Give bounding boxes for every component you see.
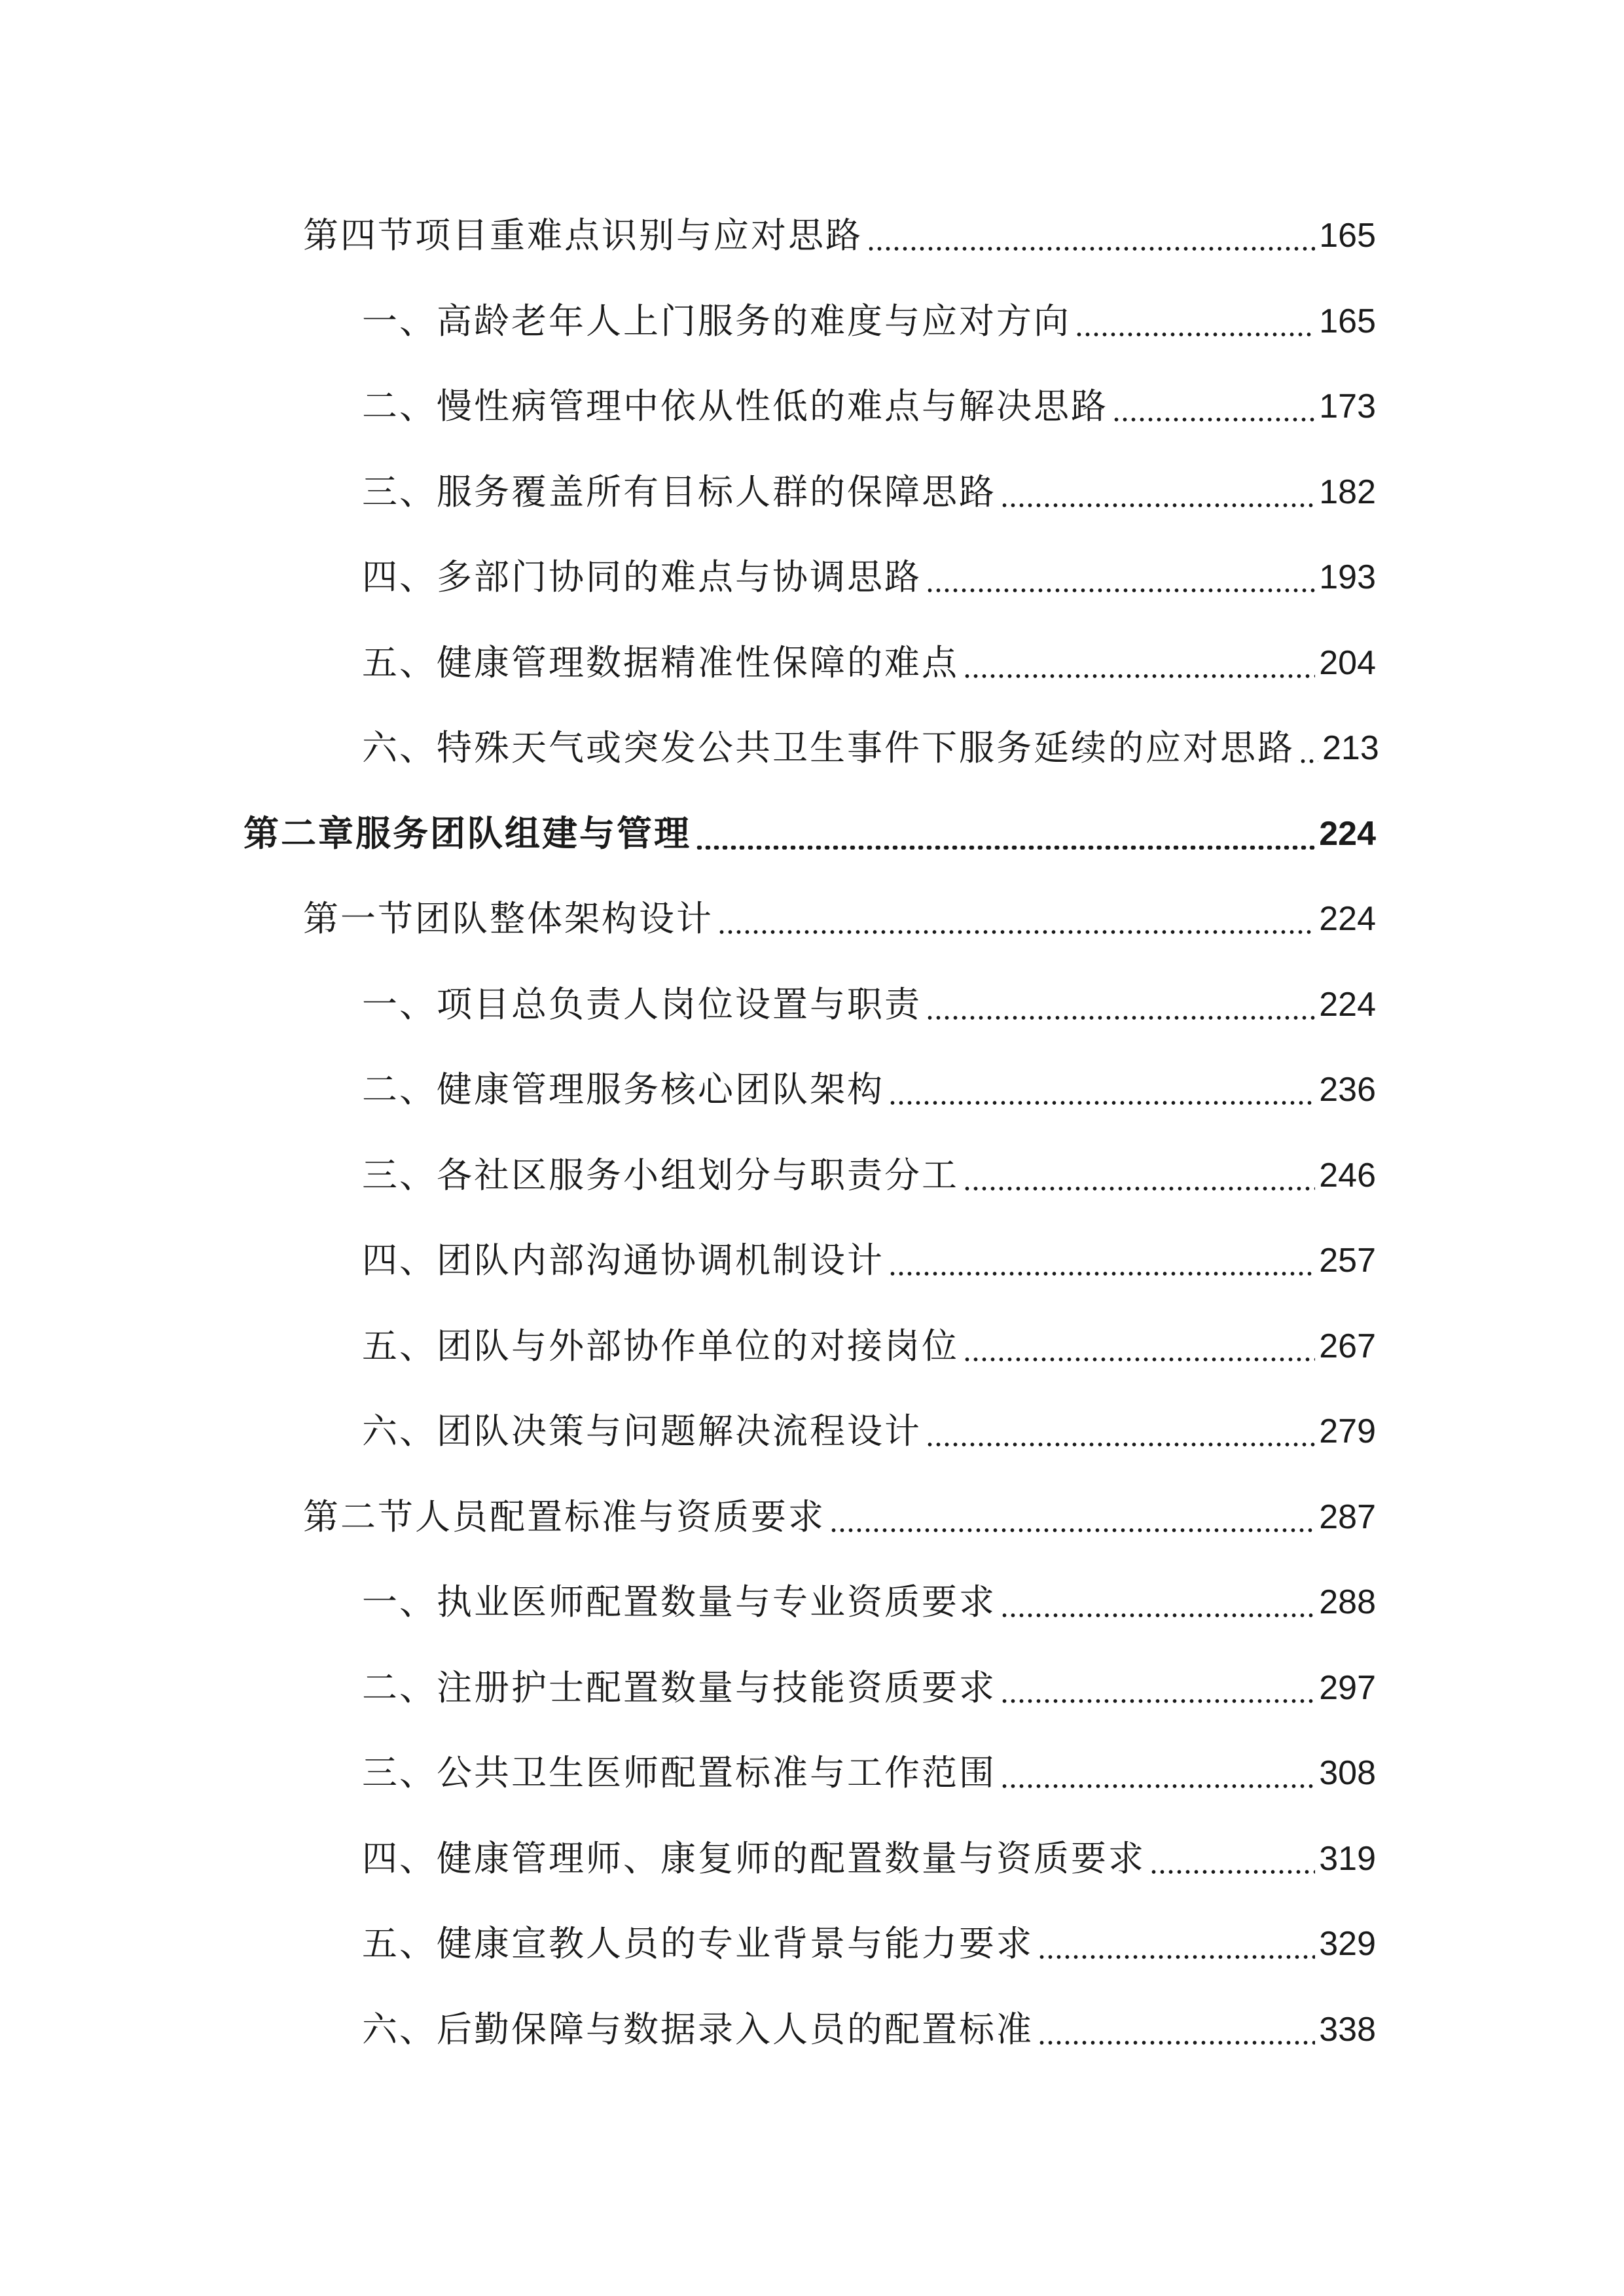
toc-page-number: 308 xyxy=(1319,1754,1376,1792)
toc-page-number: 173 xyxy=(1319,387,1376,425)
toc-page-number: 267 xyxy=(1319,1327,1376,1365)
toc-entry-title: 三、公共卫生医师配置标准与工作范围 xyxy=(362,1752,996,1793)
toc-dot-leader xyxy=(1038,2041,1315,2045)
toc-entry-title: 第二章服务团队组建与管理 xyxy=(244,813,691,854)
toc-dot-leader xyxy=(963,1357,1315,1361)
toc-entry-title: 二、注册护士配置数量与技能资质要求 xyxy=(362,1667,996,1708)
toc-dot-leader xyxy=(1000,1784,1315,1788)
toc-dot-leader xyxy=(888,1101,1315,1105)
toc-dot-leader xyxy=(1075,332,1315,336)
toc-section-entry[interactable] xyxy=(303,889,1376,948)
toc-dot-leader xyxy=(1000,1613,1315,1617)
toc-chapter-entry[interactable] xyxy=(244,804,1376,863)
toc-subsection-entry[interactable] xyxy=(362,1231,1376,1290)
toc-entry-title: 二、慢性病管理中依从性低的难点与解决思路 xyxy=(362,386,1108,427)
toc-dot-leader xyxy=(926,1016,1315,1020)
toc-page-number: 287 xyxy=(1319,1498,1376,1536)
toc-entry-title: 三、各社区服务小组划分与职责分工 xyxy=(362,1155,959,1196)
toc-page-number: 224 xyxy=(1319,815,1376,853)
toc-dot-leader xyxy=(1149,1870,1315,1874)
toc-dot-leader xyxy=(888,1272,1315,1276)
toc-subsection-entry[interactable] xyxy=(362,1402,1376,1461)
toc-subsection-entry[interactable] xyxy=(362,463,1376,522)
toc-dot-leader xyxy=(963,1187,1315,1191)
toc-page-number: 319 xyxy=(1319,1840,1376,1878)
toc-entry-title: 一、高龄老年人上门服务的难度与应对方向 xyxy=(362,300,1071,342)
toc-subsection-entry[interactable] xyxy=(362,1659,1376,1717)
toc-page-number: 193 xyxy=(1319,558,1376,596)
toc-entry-title: 第二节人员配置标准与资质要求 xyxy=(303,1496,825,1537)
toc-entry-title: 六、后勤保障与数据录入人员的配置标准 xyxy=(362,2009,1034,2050)
toc-subsection-entry[interactable] xyxy=(362,548,1376,607)
toc-dot-leader xyxy=(963,674,1315,678)
toc-page-number: 165 xyxy=(1319,217,1376,255)
toc-dot-leader xyxy=(717,930,1315,934)
toc-section-entry[interactable] xyxy=(303,1488,1376,1547)
toc-subsection-entry[interactable] xyxy=(362,1744,1376,1803)
toc-dot-leader xyxy=(1299,759,1318,763)
toc-page-number: 329 xyxy=(1319,1925,1376,1963)
toc-page-number: 246 xyxy=(1319,1157,1376,1194)
toc-entry-title: 五、健康宣教人员的专业背景与能力要求 xyxy=(362,1923,1034,1964)
toc-entry-title: 二、健康管理服务核心团队架构 xyxy=(362,1069,884,1110)
toc-page-number: 182 xyxy=(1319,473,1376,511)
toc-entry-title: 一、项目总负责人岗位设置与职责 xyxy=(362,984,922,1025)
toc-subsection-entry[interactable] xyxy=(362,1914,1376,1973)
toc-subsection-entry[interactable] xyxy=(362,377,1376,436)
toc-subsection-entry[interactable] xyxy=(362,1573,1376,1632)
toc-dot-leader xyxy=(1000,1699,1315,1703)
toc-page-number: 213 xyxy=(1322,729,1379,767)
toc-page-number: 165 xyxy=(1319,302,1376,340)
toc-dot-leader xyxy=(926,1443,1315,1446)
toc-dot-leader xyxy=(1038,1955,1315,1959)
toc-subsection-entry[interactable] xyxy=(362,1317,1376,1376)
toc-page-number: 338 xyxy=(1319,2011,1376,2049)
toc-entry-title: 四、多部门协同的难点与协调思路 xyxy=(362,556,922,598)
toc-entry-title: 六、特殊天气或突发公共卫生事件下服务延续的应对思路 xyxy=(362,727,1295,768)
toc-entry-title: 五、健康管理数据精准性保障的难点 xyxy=(362,642,959,683)
toc-entry-title: 三、服务覆盖所有目标人群的保障思路 xyxy=(362,471,996,512)
toc-subsection-entry[interactable] xyxy=(362,1146,1376,1205)
toc-subsection-entry[interactable] xyxy=(362,2000,1376,2059)
toc-page-number: 297 xyxy=(1319,1669,1376,1707)
toc-dot-leader xyxy=(1000,503,1315,507)
toc-dot-leader xyxy=(829,1528,1315,1532)
toc-entry-title: 四、健康管理师、康复师的配置数量与资质要求 xyxy=(362,1838,1146,1879)
toc-subsection-entry[interactable] xyxy=(362,292,1376,351)
toc-dot-leader xyxy=(926,588,1315,592)
toc-entry-title: 四、团队内部沟通协调机制设计 xyxy=(362,1240,884,1281)
toc-entry-title: 一、执业医师配置数量与专业资质要求 xyxy=(362,1581,996,1623)
toc-subsection-entry[interactable] xyxy=(362,719,1379,778)
toc-dot-leader xyxy=(867,247,1315,251)
toc-page-number: 224 xyxy=(1319,900,1376,938)
toc-page-number: 204 xyxy=(1319,644,1376,682)
toc-subsection-entry[interactable] xyxy=(362,975,1376,1034)
toc-dot-leader xyxy=(1112,418,1315,422)
toc-page-number: 288 xyxy=(1319,1583,1376,1621)
toc-page-number: 279 xyxy=(1319,1412,1376,1450)
toc-dot-leader xyxy=(695,845,1315,850)
toc-entry-title: 五、团队与外部协作单位的对接岗位 xyxy=(362,1325,959,1367)
toc-subsection-entry[interactable] xyxy=(362,1060,1376,1119)
toc-entry-title: 第一节团队整体架构设计 xyxy=(303,898,713,939)
toc-entry-title: 第四节项目重难点识别与应对思路 xyxy=(303,215,863,256)
toc-page-number: 257 xyxy=(1319,1242,1376,1280)
toc-page-number: 236 xyxy=(1319,1071,1376,1109)
toc-subsection-entry[interactable] xyxy=(362,1829,1376,1888)
toc-section-entry[interactable] xyxy=(303,206,1376,265)
toc-entry-title: 六、团队决策与问题解决流程设计 xyxy=(362,1410,922,1452)
toc-page-number: 224 xyxy=(1319,986,1376,1024)
toc-subsection-entry[interactable] xyxy=(362,634,1376,692)
